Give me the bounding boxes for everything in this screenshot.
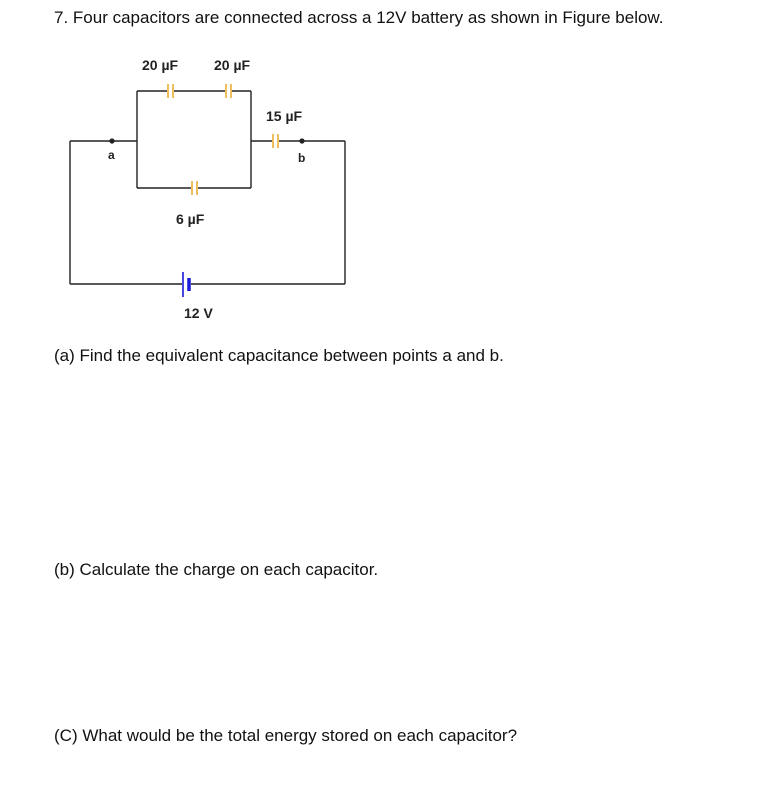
terminal-b-dot (299, 138, 304, 143)
label-battery-12v: 12 V (184, 305, 213, 321)
label-6uf: 6 µF (176, 211, 205, 227)
label-20uf-left: 20 µF (142, 57, 179, 73)
label-15uf: 15 µF (266, 108, 303, 124)
circuit-diagram (0, 0, 763, 340)
question-title: 7. Four capacitors are connected across a 12V battery as shown in Figure below. (54, 8, 664, 27)
terminal-a-dot (109, 138, 114, 143)
question-part-a: (a) Find the equivalent capacitance between points a and b. (54, 346, 504, 365)
label-point-b: b (298, 151, 306, 165)
label-point-a: a (108, 148, 115, 162)
label-20uf-right: 20 µF (214, 57, 251, 73)
question-part-b: (b) Calculate the charge on each capacitor. (54, 560, 379, 579)
question-part-c: (C) What would be the total energy stored on each capacitor? (54, 726, 518, 745)
